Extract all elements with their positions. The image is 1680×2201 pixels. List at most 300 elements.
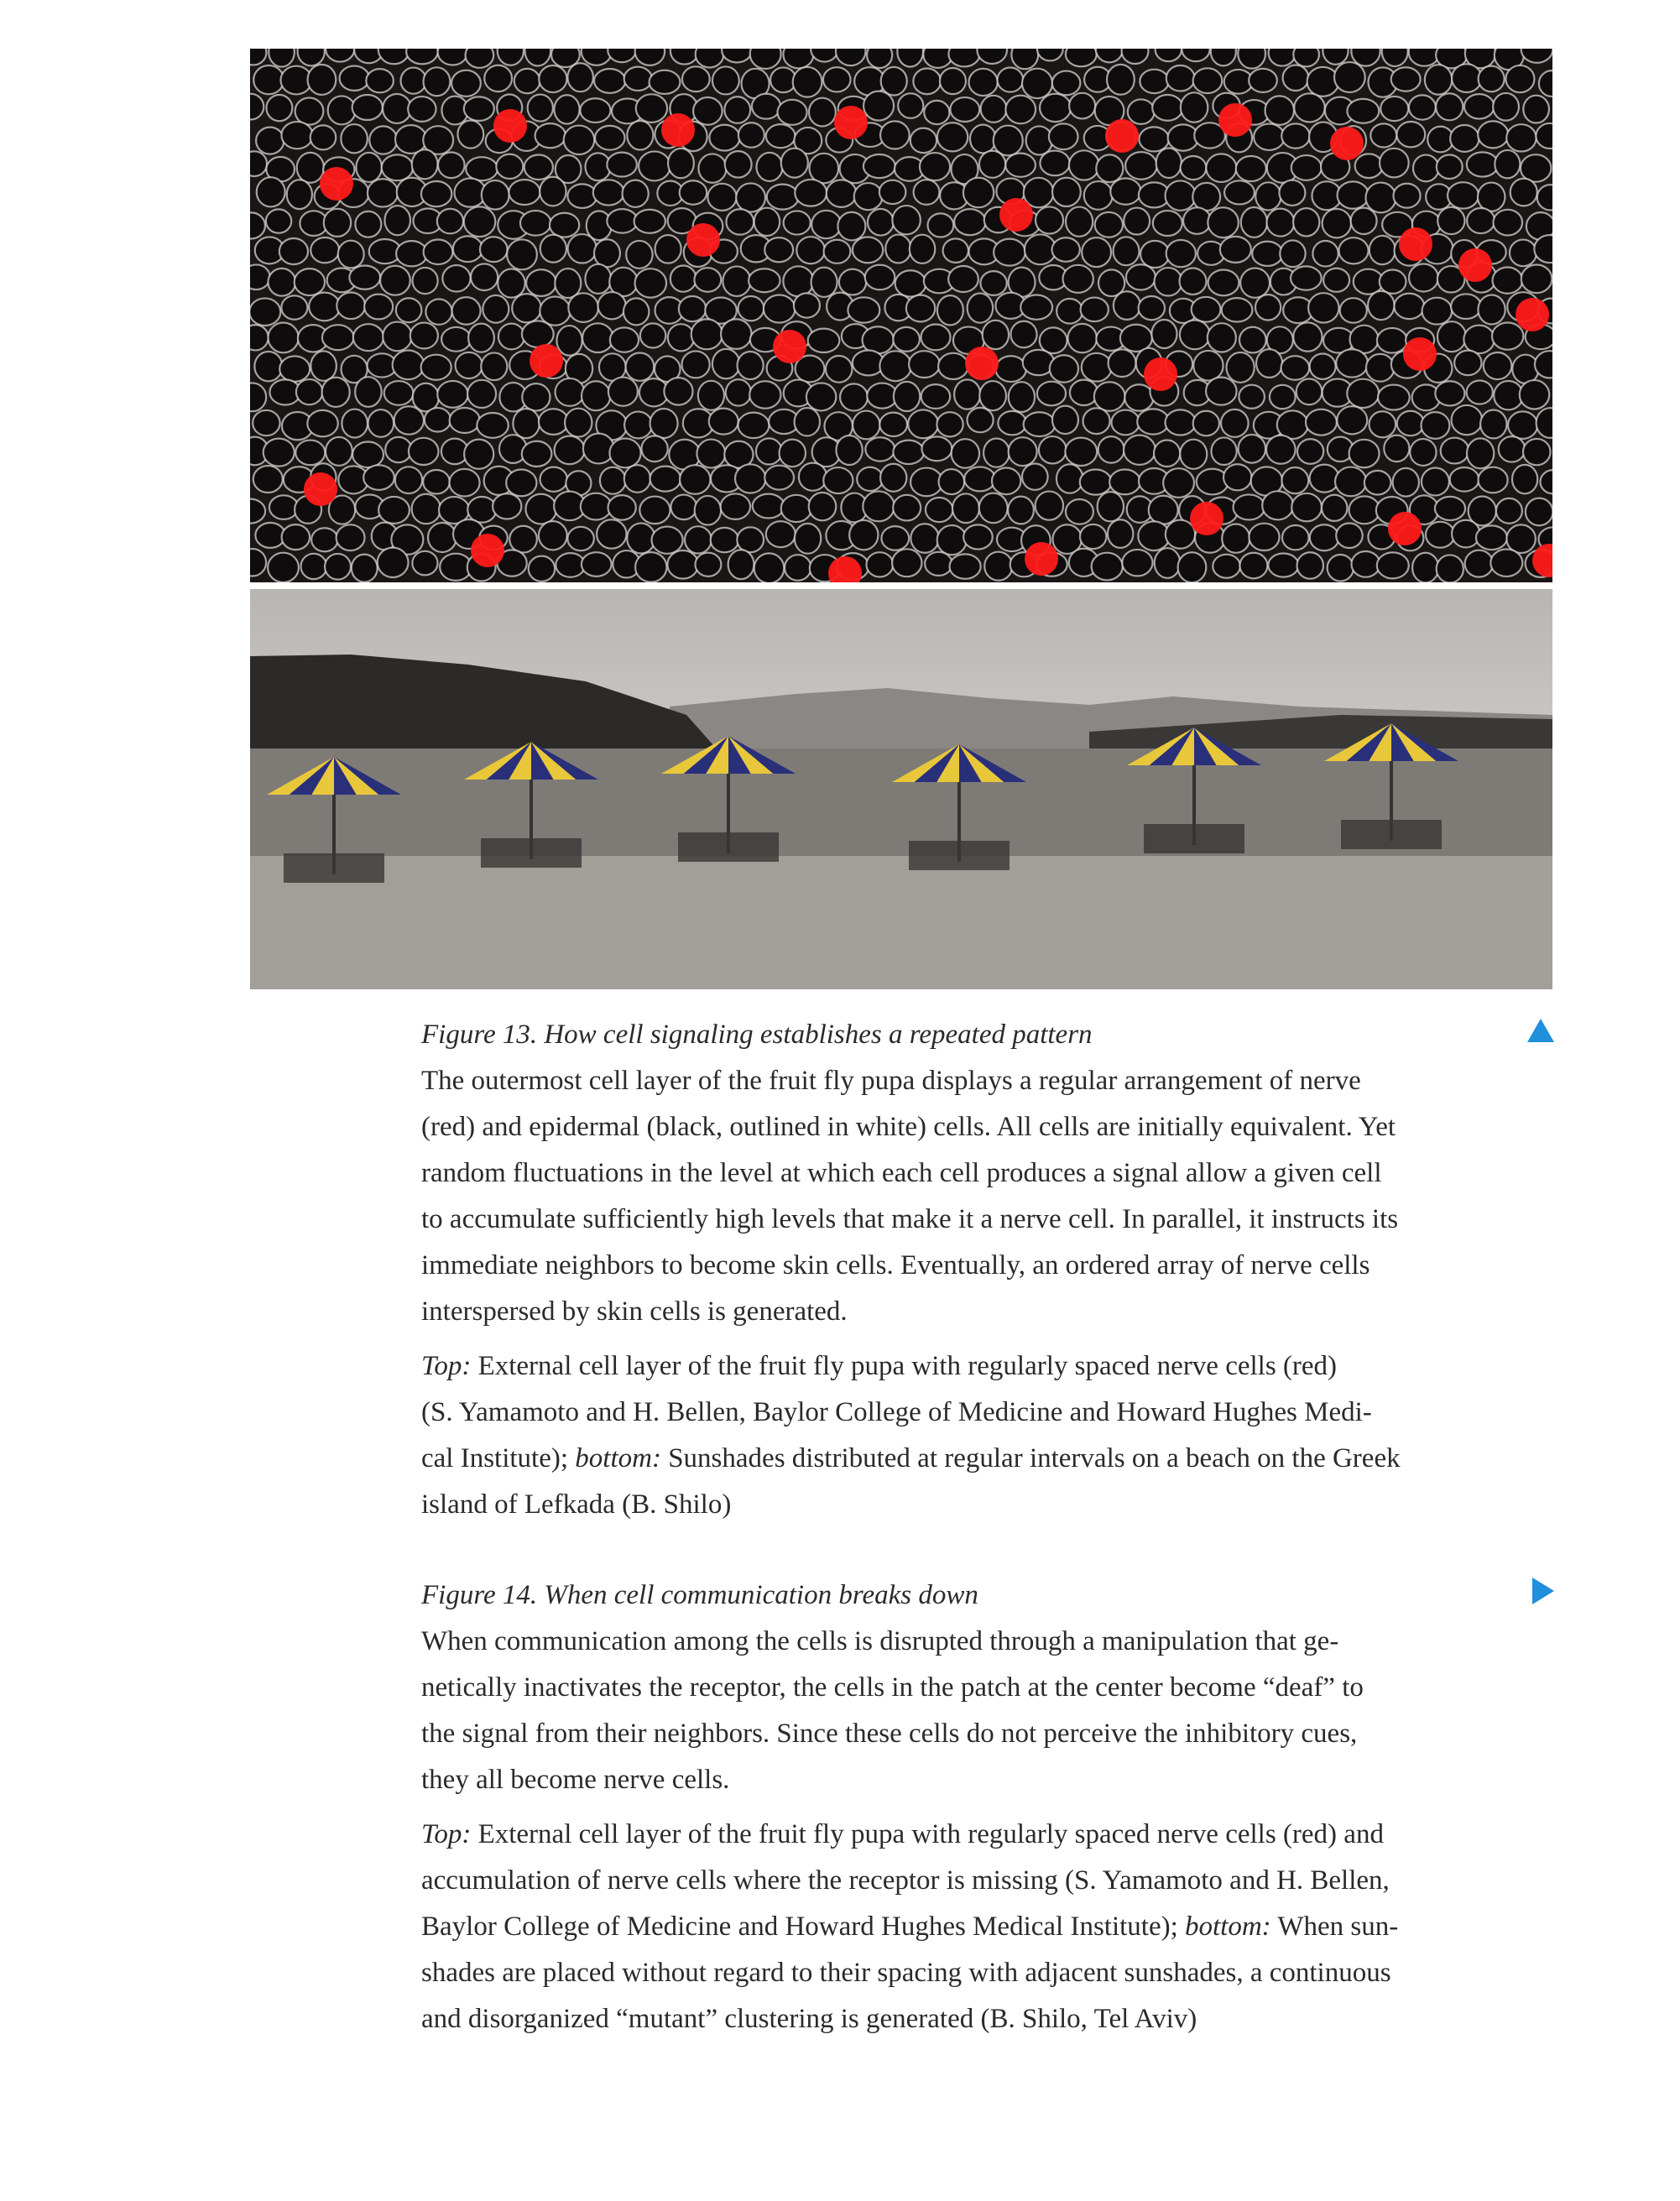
epidermal-cell: [857, 467, 883, 491]
epidermal-cell: [585, 264, 611, 294]
epidermal-cell: [1239, 385, 1264, 409]
epidermal-cell: [1154, 441, 1180, 467]
epidermal-cell: [1208, 323, 1236, 352]
epidermal-cell: [593, 180, 624, 205]
epidermal-cell: [1349, 440, 1380, 467]
epidermal-cell: [395, 467, 422, 493]
epidermal-cell: [998, 68, 1024, 92]
nerve-cell: [1144, 357, 1177, 391]
epidermal-cell: [1452, 64, 1481, 92]
epidermal-cell: [1384, 436, 1409, 462]
epidermal-cell: [626, 352, 655, 380]
epidermal-cell: [897, 49, 923, 66]
epidermal-cell: [1451, 294, 1481, 319]
epidermal-cell: [349, 265, 380, 289]
epidermal-cell: [1151, 320, 1177, 348]
epidermal-cell: [893, 495, 921, 521]
epidermal-cell: [994, 239, 1025, 266]
epidermal-cell: [1364, 471, 1391, 495]
epidermal-cell: [756, 153, 782, 181]
epidermal-cell: [600, 467, 626, 494]
epidermal-cell: [282, 524, 310, 550]
epidermal-cell: [795, 408, 820, 436]
epidermal-cell: [594, 239, 620, 267]
epidermal-cell: [910, 235, 935, 263]
epidermal-cell: [1377, 552, 1409, 578]
epidermal-cell: [921, 384, 950, 409]
epidermal-cell: [581, 493, 612, 520]
epidermal-cell: [749, 269, 780, 292]
epidermal-cell: [970, 125, 996, 154]
epidermal-cell: [453, 236, 483, 262]
epidermal-cell: [1140, 241, 1169, 268]
epidermal-cell: [383, 94, 411, 123]
epidermal-cell: [1220, 237, 1251, 263]
epidermal-cell: [467, 380, 496, 408]
epidermal-cell: [1109, 349, 1136, 377]
epidermal-cell: [1523, 439, 1551, 465]
epidermal-cell: [1249, 524, 1279, 550]
epidermal-cell: [1022, 69, 1052, 98]
epidermal-cell: [948, 266, 978, 292]
epidermal-cell: [466, 49, 494, 68]
epidermal-cell: [1193, 68, 1223, 93]
epidermal-cell: [1122, 550, 1152, 576]
epidermal-cell: [1082, 237, 1111, 267]
epidermal-cell: [679, 296, 706, 321]
epidermal-cell: [595, 126, 624, 150]
epidermal-cell: [1294, 93, 1324, 122]
epidermal-cell: [507, 239, 537, 269]
epidermal-cell: [1336, 523, 1362, 548]
epidermal-cell: [1224, 180, 1255, 204]
epidermal-cell: [624, 465, 650, 493]
epidermal-cell: [322, 378, 350, 407]
epidermal-cell: [597, 519, 626, 548]
epidermal-cell: [908, 409, 938, 438]
epidermal-cell: [1249, 69, 1277, 92]
epidermal-cell: [939, 469, 965, 494]
epidermal-cell: [1450, 467, 1479, 492]
epidermal-cell: [257, 177, 285, 206]
epidermal-cell: [1181, 92, 1208, 122]
epidermal-cell: [309, 293, 340, 321]
epidermal-cell: [836, 436, 862, 465]
credit-line: When sun-: [1270, 1912, 1399, 1942]
epidermal-cell: [484, 65, 512, 91]
epidermal-cell: [568, 293, 598, 322]
epidermal-cell: [626, 241, 652, 269]
epidermal-cell: [670, 265, 697, 291]
epidermal-cell: [567, 63, 592, 91]
epidermal-cell: [694, 268, 721, 292]
epidermal-cell: [1378, 385, 1410, 410]
epidermal-cell: [783, 49, 813, 68]
epidermal-cell: [250, 549, 266, 576]
epidermal-cell: [1478, 295, 1505, 324]
epidermal-cell: [1539, 70, 1552, 96]
beach-sunshades-photo: [250, 589, 1552, 989]
epidermal-cell: [352, 555, 378, 582]
epidermal-cell: [1265, 96, 1294, 125]
epidermal-cell: [1312, 241, 1338, 266]
epidermal-cell: [295, 97, 324, 124]
epidermal-cell: [269, 49, 295, 67]
epidermal-cell: [712, 66, 739, 94]
epidermal-cell: [378, 497, 410, 524]
epidermal-cell: [1036, 492, 1063, 520]
epidermal-cell: [921, 436, 952, 461]
epidermal-cell: [1437, 155, 1463, 180]
nerve-cell: [1388, 512, 1422, 545]
epidermal-cell: [811, 211, 841, 238]
epidermal-cell: [1040, 151, 1069, 176]
epidermal-cell: [1291, 266, 1322, 289]
epidermal-cell: [721, 319, 751, 349]
epidermal-cell: [968, 293, 993, 322]
epidermal-cell: [341, 124, 368, 153]
epidermal-cell: [1338, 237, 1368, 263]
epidermal-cell: [509, 180, 540, 205]
epidermal-cell: [1537, 408, 1552, 438]
epidermal-cell: [539, 65, 566, 92]
epidermal-cell: [853, 411, 879, 440]
epidermal-cell: [1096, 154, 1123, 182]
epidermal-cell: [1238, 49, 1265, 69]
epidermal-cell: [1297, 552, 1323, 578]
epidermal-cell: [1370, 123, 1396, 147]
epidermal-cell: [764, 295, 796, 322]
epidermal-cell: [1092, 553, 1123, 581]
epidermal-cell: [1098, 492, 1124, 521]
epidermal-cell: [1098, 436, 1124, 463]
epidermal-cell: [441, 327, 471, 352]
epidermal-cell: [406, 49, 438, 64]
epidermal-cell: [635, 269, 667, 297]
epidermal-cell: [796, 237, 825, 263]
epidermal-cell: [1241, 207, 1267, 237]
epidermal-cell: [879, 351, 911, 381]
epidermal-cell: [1080, 469, 1112, 494]
epidermal-cell: [910, 468, 942, 497]
epidermal-cell: [913, 69, 941, 95]
epidermal-cell: [1223, 464, 1251, 490]
epidermal-cell: [522, 321, 554, 347]
epidermal-cell: [1380, 96, 1408, 121]
epidermal-cell: [522, 383, 550, 410]
epidermal-cell: [480, 237, 508, 262]
epidermal-cell: [1370, 411, 1396, 437]
epidermal-cell: [250, 94, 263, 120]
epidermal-cell: [412, 149, 438, 179]
epidermal-cell: [1291, 493, 1322, 521]
epidermal-cell: [355, 377, 381, 407]
epidermal-cell: [1180, 269, 1207, 295]
epidermal-cell: [950, 97, 979, 122]
epidermal-cell: [1183, 207, 1211, 234]
epidermal-cell: [250, 151, 267, 176]
epidermal-cell: [1266, 209, 1294, 237]
epidermal-cell: [693, 97, 723, 125]
epidermal-cell: [250, 298, 280, 326]
epidermal-cell: [778, 100, 807, 125]
epidermal-cell: [865, 437, 895, 461]
epidermal-cell: [738, 296, 764, 321]
epidermal-cell: [979, 381, 1006, 410]
epidermal-cell: [895, 270, 926, 296]
epidermal-cell: [342, 409, 368, 438]
epidermal-cell: [1467, 380, 1493, 404]
caption-line: to accumulate sufficiently high levels that make it a nerve cell. In parallel, it instructs its: [421, 1204, 1399, 1234]
epidermal-cell: [1182, 49, 1209, 61]
epidermal-cell: [250, 49, 266, 65]
epidermal-cell: [781, 495, 811, 522]
epidermal-cell: [269, 495, 298, 519]
epidermal-cell: [1480, 410, 1506, 439]
nerve-cell: [773, 330, 806, 363]
epidermal-cell: [421, 355, 451, 380]
epidermal-cell: [412, 551, 437, 576]
epidermal-cell: [355, 211, 381, 237]
epidermal-cell: [337, 292, 365, 319]
epidermal-cell: [378, 49, 410, 64]
epidermal-cell: [1049, 123, 1078, 149]
epidermal-cell: [268, 269, 295, 296]
credit-label-top: Top:: [421, 1819, 472, 1849]
epidermal-cell: [1282, 525, 1309, 550]
epidermal-cell: [1537, 185, 1552, 210]
credit-label-top: Top:: [421, 1351, 472, 1381]
epidermal-cell: [1112, 410, 1140, 436]
epidermal-cell: [1037, 382, 1066, 406]
credit-line: Baylor College of Medicine and Howard Hughes Medical Institute);: [421, 1912, 1186, 1942]
credit-line: shades are placed without regard to their spacing with adjacent sunshades, a continuous: [421, 1958, 1391, 1988]
epidermal-cell: [1521, 264, 1552, 293]
epidermal-cell: [384, 381, 414, 405]
epidermal-cell: [809, 98, 836, 127]
epidermal-cell: [1010, 321, 1036, 347]
epidermal-cell: [451, 70, 481, 96]
epidermal-cell: [540, 297, 570, 326]
epidermal-cell: [756, 438, 782, 464]
epidermal-cell: [1009, 382, 1035, 412]
epidermal-cell: [1082, 353, 1112, 382]
epidermal-cell: [512, 294, 541, 322]
epidermal-cell: [952, 439, 979, 468]
epidermal-cell: [1137, 409, 1169, 434]
epidermal-cell: [524, 155, 553, 180]
epidermal-cell: [1368, 291, 1394, 320]
credit-line: Sunshades distributed at regular intervals on a beach on the Greek: [668, 1443, 1401, 1473]
epidermal-cell: [1206, 378, 1237, 405]
epidermal-cell: [866, 552, 893, 576]
epidermal-cell: [250, 212, 265, 238]
epidermal-cell: [680, 465, 710, 494]
caption-line: The outermost cell layer of the fruit fly pupa displays a regular arrangement of nerve: [421, 1066, 1361, 1096]
epidermal-cell: [1467, 208, 1495, 233]
fruit-fly-cell-micrograph: [250, 49, 1552, 582]
nerve-cell: [686, 223, 720, 257]
epidermal-cell: [1122, 49, 1149, 64]
epidermal-cell: [1484, 352, 1512, 379]
epidermal-cell: [1452, 520, 1480, 548]
epidermal-cell: [940, 68, 966, 94]
epidermal-cell: [968, 408, 994, 432]
epidermal-cell: [893, 327, 920, 352]
epidermal-cell: [496, 154, 523, 179]
epidermal-cell: [608, 49, 636, 62]
epidermal-cell: [750, 49, 781, 69]
epidermal-cell: [310, 351, 337, 380]
epidermal-cell: [979, 151, 1005, 178]
epidermal-cell: [712, 349, 740, 378]
epidermal-cell: [921, 325, 951, 351]
beach-chair: [1144, 824, 1244, 853]
epidermal-cell: [954, 209, 985, 235]
epidermal-cell: [457, 120, 483, 148]
nerve-cell: [1330, 127, 1364, 160]
epidermal-cell: [287, 180, 312, 209]
epidermal-cell: [983, 321, 1009, 349]
epidermal-cell: [528, 95, 553, 122]
epidermal-cell: [667, 550, 698, 579]
epidermal-cell: [268, 322, 298, 352]
epidermal-cell: [1180, 321, 1210, 350]
epidermal-cell: [894, 382, 920, 411]
epidermal-cell: [1437, 321, 1466, 352]
epidermal-cell: [250, 325, 269, 350]
beach-chair: [1341, 820, 1442, 849]
epidermal-cell: [980, 271, 1006, 295]
epidermal-cell: [867, 49, 892, 68]
epidermal-cell: [1323, 209, 1351, 237]
epidermal-cell: [650, 70, 681, 94]
epidermal-cell: [281, 122, 312, 149]
epidermal-cell: [580, 98, 610, 123]
epidermal-cell: [1107, 65, 1135, 95]
epidermal-cell: [1166, 180, 1196, 210]
epidermal-cell: [754, 553, 785, 582]
epidermal-cell: [442, 265, 470, 291]
epidermal-cell: [1193, 411, 1219, 436]
epidermal-cell: [382, 154, 413, 180]
epidermal-cell: [1166, 520, 1195, 549]
epidermal-cell: [254, 352, 282, 381]
epidermal-cell: [568, 234, 597, 263]
epidermal-cell: [1155, 268, 1182, 295]
epidermal-cell: [1365, 183, 1396, 213]
epidermal-cell: [652, 526, 683, 553]
epidermal-cell: [352, 95, 383, 120]
epidermal-cell: [522, 441, 552, 467]
epidermal-cell: [610, 327, 639, 352]
epidermal-cell: [1393, 184, 1420, 208]
epidermal-cell: [670, 49, 699, 65]
epidermal-cell: [1256, 349, 1282, 378]
epidermal-cell: [909, 351, 940, 378]
epidermal-cell: [1493, 267, 1523, 293]
epidermal-cell: [984, 552, 1012, 581]
epidermal-cell: [311, 528, 337, 551]
epidermal-cell: [685, 526, 712, 553]
epidermal-cell: [627, 524, 655, 554]
epidermal-cell: [1221, 409, 1249, 437]
epidermal-cell: [1126, 264, 1156, 289]
epidermal-cell: [639, 151, 670, 180]
epidermal-cell: [1355, 154, 1383, 178]
epidermal-cell: [514, 69, 540, 93]
epidermal-cell: [540, 467, 567, 492]
epidermal-cell: [948, 49, 979, 66]
epidermal-cell: [1057, 464, 1083, 493]
nerve-cell: [304, 472, 337, 506]
epidermal-cell: [1252, 242, 1282, 266]
epidermal-cell: [380, 266, 410, 295]
epidermal-cell: [983, 439, 1010, 467]
epidermal-cell: [263, 439, 295, 467]
epidermal-cell: [880, 121, 910, 149]
epidermal-cell: [1084, 181, 1113, 210]
epidermal-cell: [1409, 95, 1436, 119]
epidermal-cell: [766, 124, 796, 148]
nerve-cell: [1025, 542, 1058, 576]
beach-chair: [284, 853, 384, 883]
epidermal-cell: [697, 440, 725, 468]
nerve-cell: [1516, 298, 1549, 331]
epidermal-cell: [1095, 212, 1123, 237]
epidermal-cell: [1026, 126, 1052, 154]
epidermal-cell: [452, 297, 481, 325]
epidermal-cell: [698, 381, 724, 410]
epidermal-cell: [1437, 555, 1463, 582]
epidermal-cell: [582, 381, 610, 410]
epidermal-cell: [1293, 49, 1319, 66]
nerve-cell: [1458, 248, 1492, 282]
epidermal-cell: [437, 381, 467, 408]
epidermal-cell: [992, 467, 1020, 494]
epidermal-cell: [753, 494, 785, 519]
epidermal-cell: [963, 178, 994, 207]
epidermal-cell: [668, 324, 694, 351]
epidermal-cell: [253, 410, 279, 436]
epidermal-cell: [1036, 206, 1063, 233]
epidermal-cell: [1050, 355, 1078, 382]
epidermal-cell: [383, 322, 412, 352]
epidermal-cell: [539, 521, 567, 550]
caption-line: the signal from their neighbors. Since these cells do not perceive the inhibitory cues,: [421, 1719, 1358, 1749]
epidermal-cell: [1510, 179, 1537, 206]
epidermal-cell: [450, 408, 480, 433]
epidermal-cell: [937, 412, 963, 436]
epidermal-cell: [1426, 522, 1454, 548]
caption-line: When communication among the cells is disrupted through a manipulation that ge-: [421, 1626, 1339, 1656]
epidermal-cell: [1508, 411, 1537, 438]
epidermal-cell: [250, 264, 270, 289]
epidermal-cell: [266, 95, 292, 121]
epidermal-cell: [928, 213, 954, 237]
beach-chair: [481, 838, 582, 868]
epidermal-cell: [1478, 467, 1507, 493]
epidermal-cell: [384, 206, 410, 235]
epidermal-cell: [938, 353, 968, 379]
epidermal-cell: [310, 125, 337, 149]
epidermal-cell: [250, 499, 265, 524]
epidermal-cell: [681, 351, 709, 378]
epidermal-cell: [783, 266, 813, 296]
epidermal-cell: [1297, 439, 1323, 463]
epidermal-cell: [979, 493, 1008, 524]
epidermal-cell: [793, 67, 822, 97]
